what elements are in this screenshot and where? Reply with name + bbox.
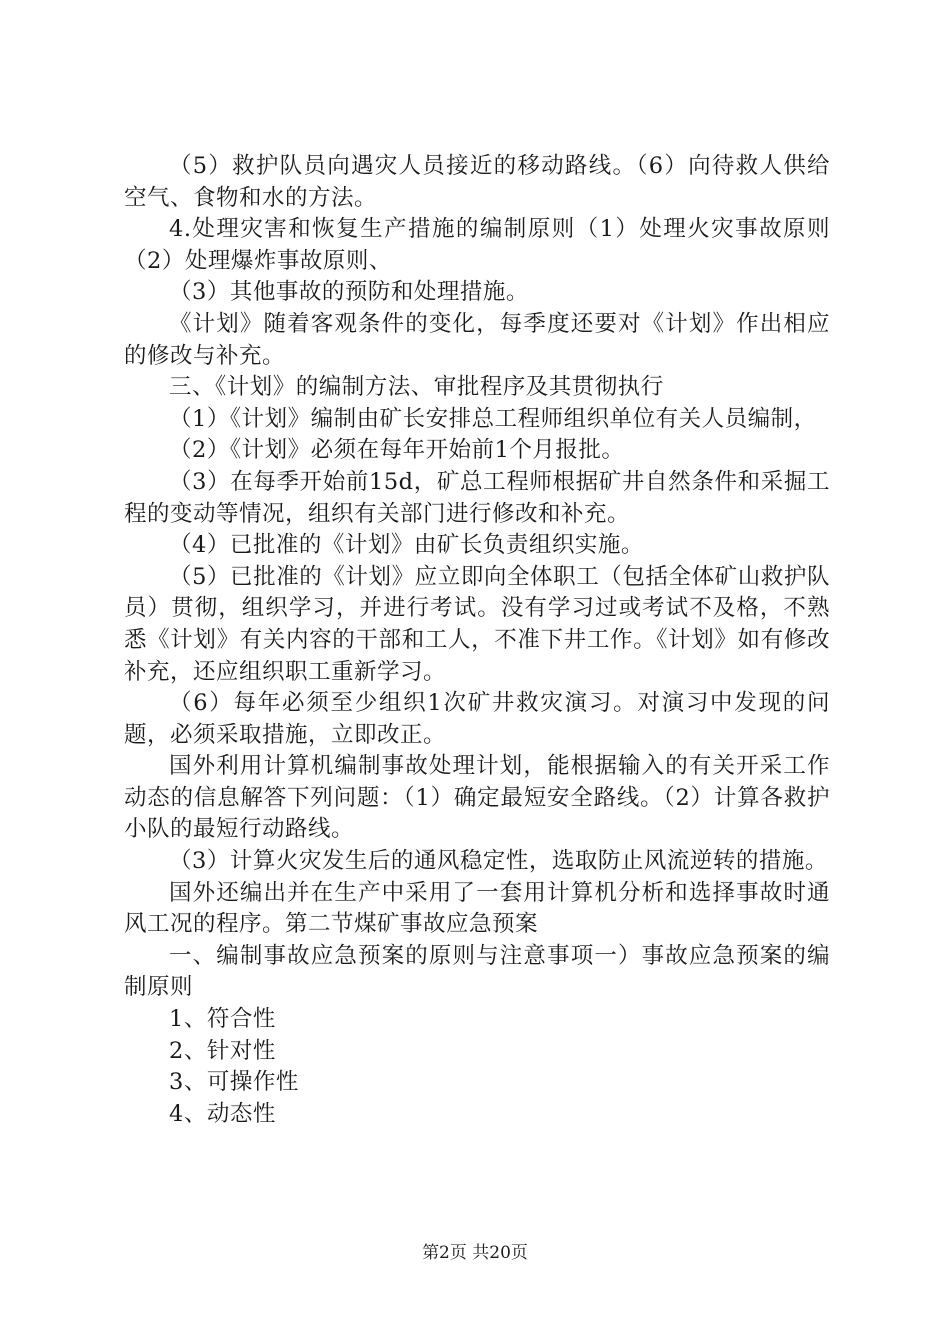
paragraph: （4）已批准的《计划》由矿长负责组织实施。 (169, 532, 644, 559)
paragraph: （6）每年必须至少组织1次矿井救灾演习。对演习中发现的问题，必须采取措施，立即改正。 (124, 690, 830, 748)
section-heading: 三、《计划》的编制方法、审批程序及其贯彻执行 (169, 374, 664, 401)
paragraph: 《计划》随着客观条件的变化，每季度还要对《计划》作出相应的修改与补充。 (124, 310, 830, 369)
paragraph: （3）计算火灾发生后的通风稳定性，选取防止风流逆转的措施。 (169, 848, 828, 875)
paragraph: （5）救护队员向遇灾人员接近的移动路线。（6）向待救人供给空气、食物和水的方法。 (124, 153, 830, 211)
paragraph: 4.处理灾害和恢复生产措施的编制原则（1）处理火灾事故原则（2）处理爆炸事故原则、 (124, 216, 830, 274)
section-heading: 一、编制事故应急预案的原则与注意事项一）事故应急预案的编制原则 (124, 942, 830, 1001)
paragraph: （2）《计划》必须在每年开始前1个月报批。 (169, 437, 625, 464)
paragraph: （5）已批准的《计划》应立即向全体职工（包括全体矿山救护队员）贯彻，组织学习，并进行考试。没有学习过或考试不及格，不熟悉《计划》有关内容的干部和工人，不准下井工作。《计划》如有修改补充，还应组织职工重新学习。 (124, 563, 830, 685)
list-item: 1、符合性 (169, 1006, 276, 1033)
paragraph: 国外还编出并在生产中采用了一套用计算机分析和选择事故时通风工况的程序。第二节煤矿事故应急预案 (124, 879, 830, 938)
list-item: 2、针对性 (169, 1037, 276, 1064)
list-item: 3、可操作性 (169, 1069, 299, 1096)
document-body (124, 151, 830, 1130)
paragraph: （3）其他事故的预防和处理措施。 (169, 279, 529, 306)
paragraph: （1）《计划》编制由矿长安排总工程师组织单位有关人员编制， (169, 405, 817, 432)
paragraph: （3）在每季开始前15d，矿总工程师根据矿井自然条件和采掘工程的变动等情况，组织有关部门进行修改和补充。 (124, 468, 830, 527)
page-number-footer: 第2页 共20页 (422, 1243, 528, 1263)
list-item: 4、动态性 (169, 1100, 276, 1127)
paragraph: 国外利用计算机编制事故处理计划，能根据输入的有关开采工作动态的信息解答下列问题：（1）确定最短安全路线。（2）计算各救护小队的最短行动路线。 (124, 753, 830, 843)
